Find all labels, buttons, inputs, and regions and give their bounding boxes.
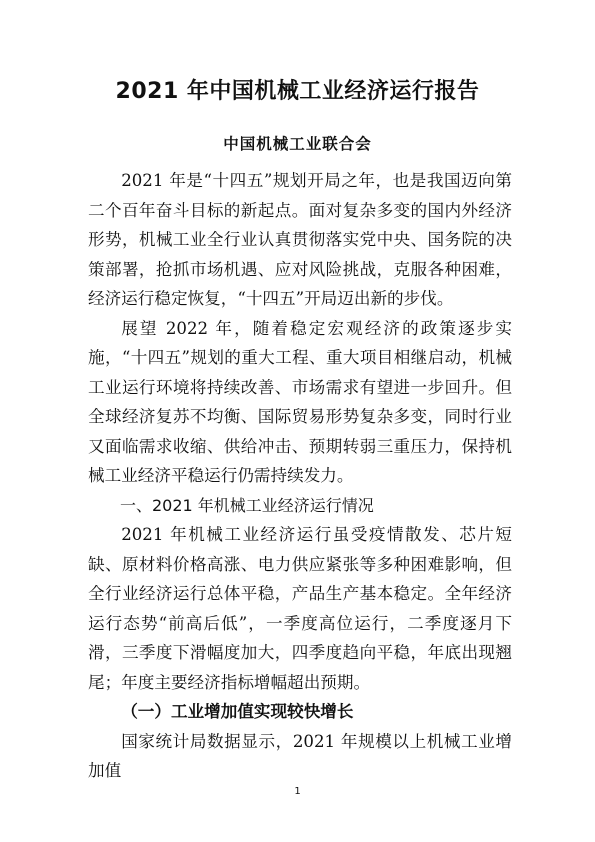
page-title: 2021 年中国机械工业经济运行报告 [115,79,480,104]
paragraph-intro: 2021 年是“十四五”规划开局之年，也是我国迈向第二个百年奋斗目标的新起点。面对复杂多变的国内外经济形势，机械工业全行业认真贯彻落实党中央、国务院的决策部署，抢抓市场机遇、应对风险挑战，克服各种困难，经济运行稳定恢复，“十四五”开局迈出新的步伐。 [88,171,512,308]
page-number: 1 [294,786,301,797]
paragraph-outlook: 展望 2022 年，随着稳定宏观经济的政策逐步实施，“十四五”规划的重大工程、重大项目相继启动，机械工业运行环境将持续改善、市场需求有望进一步回升。但全球经济复苏不均衡、国际贸易形势复杂多变，同时行业又面临需求收缩、供给冲击、预期转弱三重压力，保持机械工业经济平稳运行仍需持续发力。 [88,318,512,485]
paragraph-overview: 2021 年机械工业经济运行虽受疫情散发、芯片短缺、原材料价格高涨、电力供应紧张等多种困难影响，但全行业经济运行总体平稳，产品生产基本稳定。全年经济运行态势“前高后低”，一季度高位运行，二季度逐月下滑，三季度下滑幅度加大，四季度趋向平稳，年底出现翘尾；年度主要经济指标增幅超出预期。 [88,525,512,692]
organization-name: 中国机械工业联合会 [223,134,372,153]
subsection-heading: （一）工业增加值实现较快增长 [121,701,354,721]
section-heading: 一、2021 年机械工业经济运行情况 [120,495,374,515]
paragraph-statistics: 国家统计局数据显示，2021 年规模以上机械工业增加值 [88,731,512,780]
document-body [88,166,512,786]
